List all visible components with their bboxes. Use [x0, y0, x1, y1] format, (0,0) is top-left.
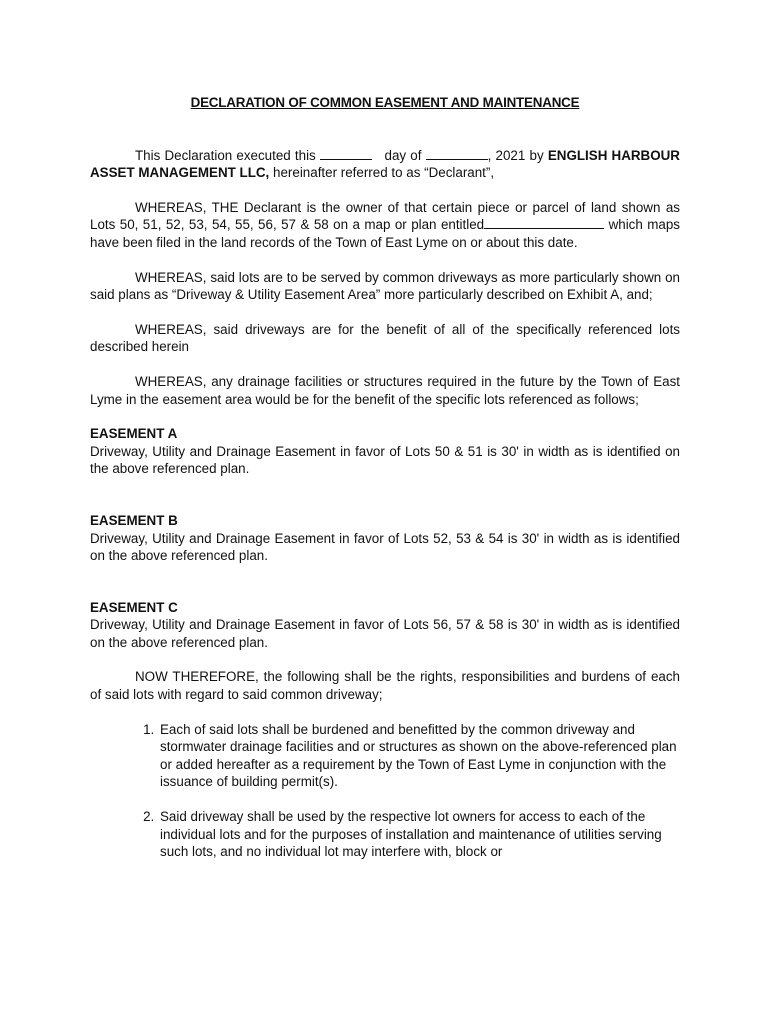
document-title: DECLARATION OF COMMON EASEMENT AND MAINTENANCE [190, 95, 580, 110]
easement-c-text: Driveway, Utility and Drainage Easement in favor of Lots 56, 57 & 58 is 30' in width as is identified on the above referenced plan. [90, 617, 680, 650]
intro-text-3: , 2021 by [487, 147, 544, 163]
now-therefore-paragraph: NOW THEREFORE, the following shall be the rights, responsibilities and burdens of each of said lots with regard to said common driveway; [90, 669, 680, 703]
plan-title-blank [484, 216, 604, 229]
easement-a-heading: EASEMENT A [90, 426, 178, 442]
list-item: 1. Each of said lots shall be burdened and benefitted by the common driveway and stormwater drainage facilities and or structures as shown on the above-referenced plan or added hereafter as a requirement by the Town of East Lyme in conjunction with the issuance of building permit(s). [158, 721, 680, 791]
execution-day-blank [320, 147, 372, 160]
easement-a-text: Driveway, Utility and Drainage Easement in favor of Lots 50 & 51 is 30' in width as is identified on the above referenced plan. [90, 443, 680, 477]
whereas-ownership-text: WHEREAS, THE Declarant is the owner of that certain piece or parcel of land shown as Lots 50, 51, 52, 53, 54, 55, 56, 57 & 58 on a map or plan entitled [90, 199, 680, 233]
easement-b-text: Driveway, Utility and Drainage Easement in favor of Lots 52, 53 & 54 is 30' in width as is identified on the above referenced plan. [90, 530, 680, 564]
obligations-list [90, 721, 680, 861]
intro-text-2: day of [384, 147, 422, 163]
intro-text-4: hereinafter referred to as “Declarant”, [273, 165, 495, 181]
declarant-name: ENGLISH HARBOUR ASSET MANAGEMENT LLC, [90, 147, 680, 181]
whereas-ownership [90, 199, 680, 252]
easement-c-heading: EASEMENT C [90, 599, 178, 615]
easement-b-heading: EASEMENT B [90, 512, 178, 528]
document-body [90, 94, 680, 878]
intro-text-1: This Declaration executed this [135, 147, 316, 163]
list-item: 2. Said driveway shall be used by the respective lot owners for access to each of the individual lots and for the purposes of installation and maintenance of utilities serving such lots, and no individual lot may interfere with, block or [158, 808, 680, 861]
execution-month-blank [426, 147, 488, 160]
whereas-drainage: WHEREAS, any drainage facilities or structures required in the future by the Town of East Lyme in the easement area would be for the benefit of the specific lots referenced as follows; [90, 373, 680, 407]
intro-paragraph [90, 147, 680, 182]
whereas-ownership-text-2: which maps have been filed in the land records of the Town of East Lyme on or about this date. [90, 217, 680, 250]
whereas-driveways-served: WHEREAS, said lots are to be served by common driveways as more particularly shown on said plans as “Driveway & Utility Easement Area” more particularly described on Exhibit A, and; [90, 269, 680, 303]
whereas-driveways-benefit: WHEREAS, said driveways are for the benefit of all of the specifically referenced lots described herein [90, 321, 680, 355]
